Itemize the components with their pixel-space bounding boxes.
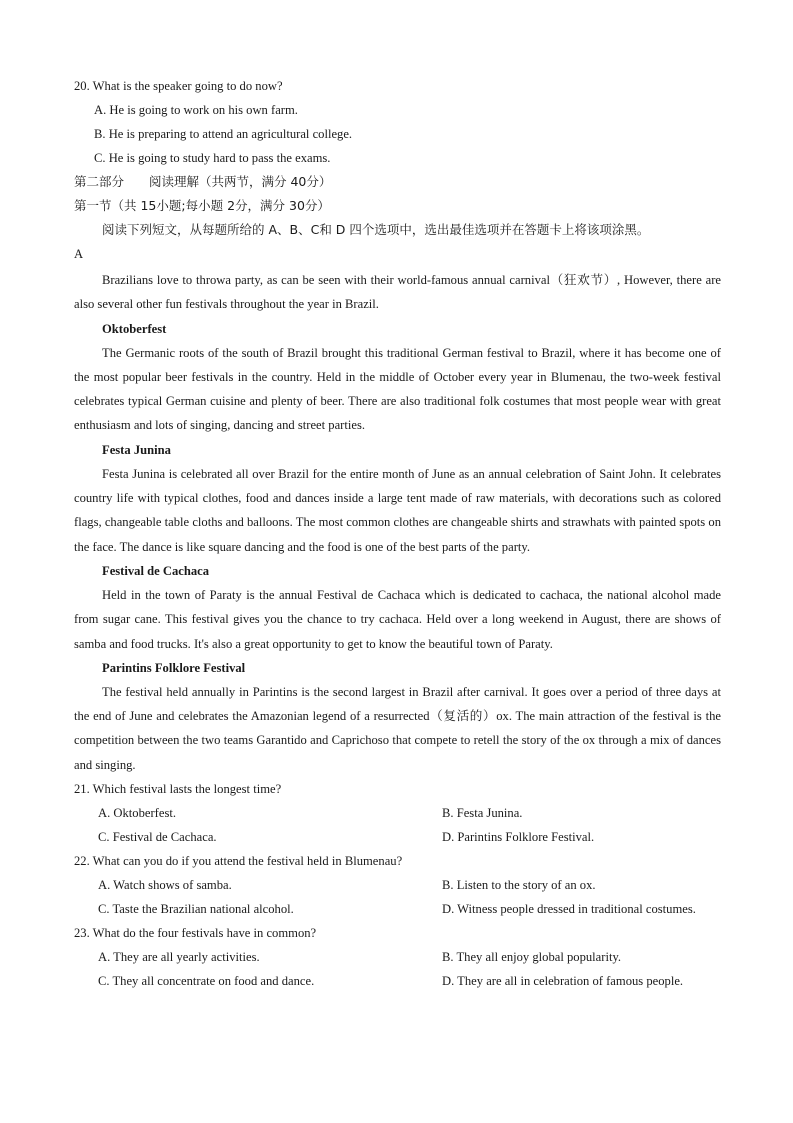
part2-heading: 第二部分 阅读理解（共两节，满分 40分） — [74, 174, 332, 189]
festival-de-cachaca — [74, 559, 721, 656]
option-a: A. They are all yearly activities. — [98, 950, 260, 965]
option-a: A. Oktoberfest. — [98, 806, 176, 821]
festival-title: Oktoberfest — [102, 321, 167, 336]
option-b: B. Festa Junina. — [442, 806, 523, 821]
festival-oktoberfest — [74, 317, 721, 438]
option-b: B. They all enjoy global popularity. — [442, 950, 622, 965]
question-22 — [74, 849, 721, 921]
festival-title: Parintins Folklore Festival — [102, 660, 246, 675]
question-stem: 20. What is the speaker going to do now? — [74, 79, 283, 93]
question-stem: 22. What can you do if you attend the festival held in Blumenau? — [74, 854, 403, 869]
option-a: A. He is going to work on his own farm. — [94, 103, 298, 117]
option-b: B. He is preparing to attend an agricultural college. — [94, 127, 353, 141]
festival-festa-junina — [74, 438, 721, 559]
option-c: C. Taste the Brazilian national alcohol. — [98, 902, 294, 917]
option-d: D. Witness people dressed in traditional costumes. — [442, 902, 696, 917]
festival-text — [74, 583, 721, 656]
option-c: C. They all concentrate on food and dance. — [98, 974, 315, 989]
option-d: D. They are all in celebration of famous people. — [442, 974, 684, 989]
festival-title: Festa Junina — [102, 442, 171, 457]
festival-text — [74, 341, 721, 438]
question-stem: 21. Which festival lasts the longest time? — [74, 782, 282, 797]
festival-text — [74, 462, 721, 559]
festival-text — [74, 680, 721, 777]
festival-text-content: The festival held annually in Parintins is the second largest in Brazil after carnival. It goes over a period of three days at the end of June and celebrates the Amazonian legend of a resurrected（复活的）ox. The main attraction of the festival is the competition between the two teams Garantido and Caprichoso that compete to retell the story of the ox through a mix of dances and singing. — [74, 684, 721, 772]
question-21 — [74, 777, 721, 849]
festival-text-content: Festa Junina is celebrated all over Brazil for the entire month of June as an annual celebration of Saint John. It celebrates country life with typical clothes, food and dances inside a large tent made of raw materials, with decorations such as colored flags, changeable table cloths and balloons. The most common clothes are changeable shirts and strawhats with painted spots on the face. The dance is like square dancing and the food is one of the best parts of the party. — [74, 466, 721, 554]
section1-heading: 第一节（共 15小题;每小题 2分，满分 30分） — [74, 198, 330, 213]
option-c: C. Festival de Cachaca. — [98, 830, 217, 845]
intro-text: Brazilians love to throwa party, as can be seen with their world-famous annual carnival（狂欢节）, However, there are also several other fun festivals throughout the year in Brazil. — [74, 273, 721, 312]
festival-title: Festival de Cachaca — [102, 563, 210, 578]
option-c: C. He is going to study hard to pass the exams. — [94, 151, 331, 165]
instruction: 阅读下列短文，从每题所给的 A、B、C和 D 四个选项中，选出最佳选项并在答题卡上将该项涂黑。 — [102, 222, 650, 237]
passage-label: A — [74, 247, 84, 261]
passage-intro — [74, 268, 721, 317]
exam-page — [74, 74, 721, 993]
question-stem: 23. What do the four festivals have in common? — [74, 926, 317, 941]
question-23 — [74, 921, 721, 993]
option-a: A. Watch shows of samba. — [98, 878, 232, 893]
question-20 — [74, 74, 721, 170]
festival-parintins — [74, 656, 721, 777]
festival-text-content: Held in the town of Paraty is the annual Festival de Cachaca which is dedicated to cachaca, the national alcohol made from sugar cane. This festival gives you the chance to try cachaca. Held over a long weekend in August, there are shows of samba and food trucks. It's also a great opportunity to get to know the beautiful town of Paraty. — [74, 587, 721, 651]
option-b: B. Listen to the story of an ox. — [442, 878, 596, 893]
option-d: D. Parintins Folklore Festival. — [442, 830, 595, 845]
festival-text-content: The Germanic roots of the south of Brazil brought this traditional German festival to Brazil, where it has become one of the most popular beer festivals in the country. Held in the middle of October every year in Blumenau, the two-week festival celebrates typical German cuisine and plenty of beer. There are also traditional folk costumes that most people wear with great enthusiasm and lots of singing, dancing and street parties. — [74, 345, 721, 433]
